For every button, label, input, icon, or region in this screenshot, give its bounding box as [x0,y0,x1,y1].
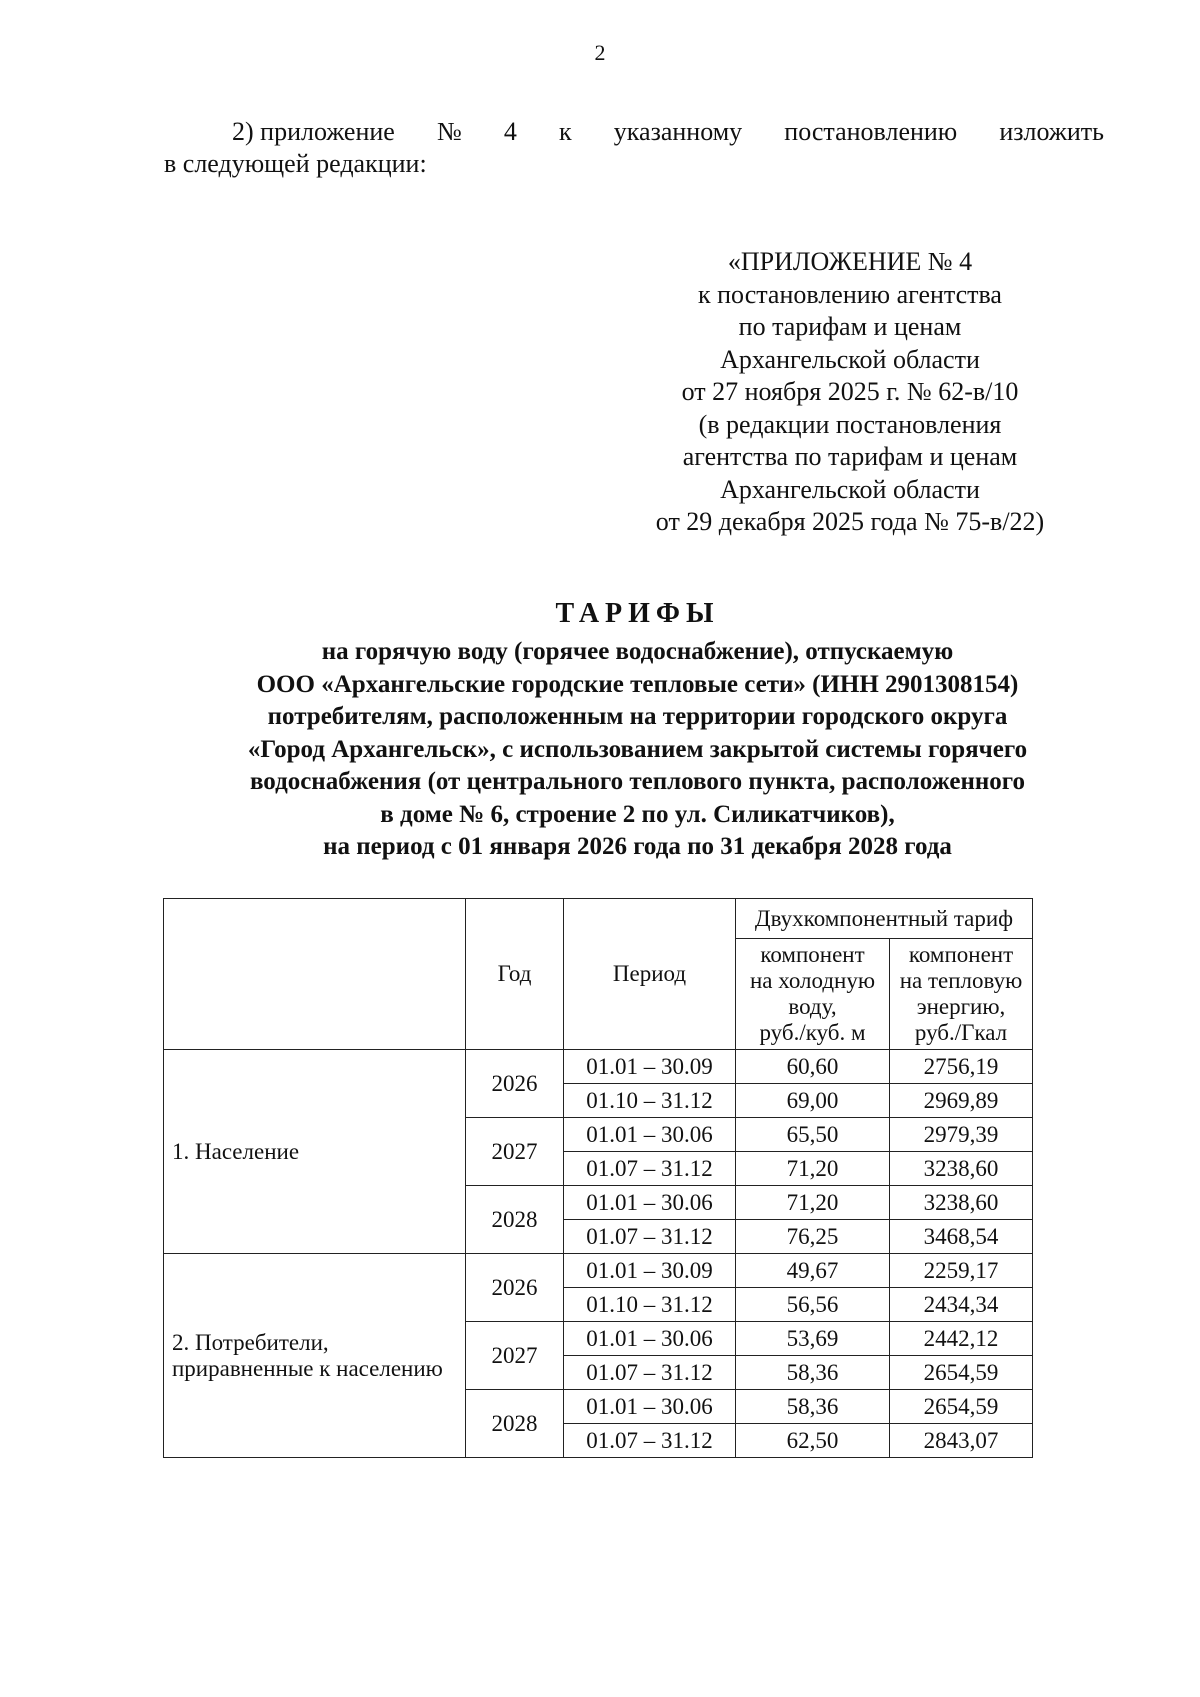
appendix-line: от 27 ноября 2025 г. № 62-в/10 [681,377,1019,406]
cold-cell: 76,25 [736,1220,890,1254]
appendix-line: «ПРИЛОЖЕНИЕ № 4 [727,247,973,276]
subtitle-line: на период с 01 января 2026 года по 31 декабря 2028 года [323,833,952,860]
intro-word: к [559,117,572,146]
appendix-line: агентства по тарифам и ценам [682,442,1018,471]
category-line: 2. Потребители, [172,1329,329,1355]
document-subtitle [0,636,1200,864]
intro-word: 2) приложение [232,117,395,146]
header-heat-line: компонент [908,942,1014,967]
subtitle-line: водоснабжения (от центрального теплового пункта, расположенного [249,768,1026,795]
heat-cell: 2969,89 [890,1084,1033,1118]
header-cold-line: компонент [760,942,865,967]
intro-word: указанному [613,117,743,146]
intro-word: изложить [999,117,1104,146]
year-cell: 2028 [466,1186,564,1254]
subtitle-line: в доме № 6, строение 2 по ул. Силикатчиков), [380,800,895,828]
intro-word: постановлению [784,117,958,146]
appendix-line: к постановлению агентства [698,279,1002,309]
header-heat-line: руб./Гкал [914,1020,1008,1045]
heat-cell: 2434,34 [890,1288,1033,1322]
heat-cell: 2259,17 [890,1254,1033,1288]
intro-line-2: в следующей редакции: [164,149,427,178]
cold-cell: 69,00 [736,1084,890,1118]
cold-cell: 58,36 [736,1356,890,1390]
heat-cell: 2654,59 [890,1356,1033,1390]
appendix-block [620,246,1080,539]
period-cell: 01.01 – 30.09 [564,1050,736,1084]
subtitle-line: на горячую воду (горячее водоснабжение), отпускаемую [321,638,954,665]
header-two-component: Двухкомпонентный тариф [736,899,1033,939]
period-cell: 01.07 – 31.12 [564,1152,736,1186]
heat-cell: 3238,60 [890,1186,1033,1220]
period-cell: 01.10 – 31.12 [564,1288,736,1322]
period-cell: 01.01 – 30.06 [564,1118,736,1152]
cold-cell: 58,36 [736,1390,890,1424]
appendix-line: Архангельской области [720,344,980,374]
header-period: Период [564,899,736,1050]
intro-line-1 [164,116,1104,148]
header-heat-line: энергию, [916,994,1006,1019]
heat-cell: 2756,19 [890,1050,1033,1084]
tariff-table [163,898,1033,1458]
cold-cell: 60,60 [736,1050,890,1084]
category-line: 1. Население [172,1138,300,1164]
cold-cell: 71,20 [736,1152,890,1186]
header-year: Год [466,899,564,1050]
page-number: 2 [594,40,606,65]
header-cold-line: на холодную [749,968,876,993]
heat-cell: 2843,07 [890,1424,1033,1458]
header-heat-line: на тепловую [899,968,1023,993]
period-cell: 01.07 – 31.12 [564,1356,736,1390]
year-cell: 2026 [466,1050,564,1118]
header-category [164,899,466,1050]
heat-cell: 2979,39 [890,1118,1033,1152]
period-cell: 01.01 – 30.09 [564,1254,736,1288]
cold-cell: 65,50 [736,1118,890,1152]
subtitle-line: «Город Архангельск», с использованием закрытой системы горячего [247,735,1028,763]
cold-cell: 49,67 [736,1254,890,1288]
table-row [164,1254,1033,1288]
subtitle-line: потребителям, расположенным на территории городского округа [267,703,1008,730]
cold-cell: 53,69 [736,1322,890,1356]
year-cell: 2027 [466,1118,564,1186]
period-cell: 01.01 – 30.06 [564,1322,736,1356]
period-cell: 01.07 – 31.12 [564,1424,736,1458]
cold-cell: 62,50 [736,1424,890,1458]
cold-cell: 56,56 [736,1288,890,1322]
intro-word: № [436,117,462,146]
period-cell: 01.01 – 30.06 [564,1390,736,1424]
heat-cell: 3468,54 [890,1220,1033,1254]
period-cell: 01.10 – 31.12 [564,1084,736,1118]
header-heat [890,939,1033,1050]
appendix-line: (в редакции постановления [698,409,1002,439]
intro-word: 4 [503,117,517,146]
heat-cell: 2654,59 [890,1390,1033,1424]
category-line: приравненные к населению [172,1355,443,1381]
intro-paragraph [164,116,1104,180]
appendix-line: Архангельской области [720,474,980,504]
cold-cell: 71,20 [736,1186,890,1220]
period-cell: 01.07 – 31.12 [564,1220,736,1254]
category-cell [164,1050,466,1254]
appendix-line: от 29 декабря 2025 года № 75-в/22) [655,507,1045,536]
category-cell [164,1254,466,1458]
period-cell: 01.01 – 30.06 [564,1186,736,1220]
appendix-line: по тарифам и ценам [738,312,962,341]
year-cell: 2026 [466,1254,564,1322]
header-cold-water [736,939,890,1050]
year-cell: 2027 [466,1322,564,1390]
header-cold-line: руб./куб. м [759,1020,866,1045]
header-cold-line: воду, [788,994,837,1019]
subtitle-line: ООО «Архангельские городские тепловые сети» (ИНН 2901308154) [256,670,1019,698]
year-cell: 2028 [466,1390,564,1458]
heat-cell: 3238,60 [890,1152,1033,1186]
document-title: ТАРИФЫ [555,598,720,629]
heat-cell: 2442,12 [890,1322,1033,1356]
table-row [164,1050,1033,1084]
